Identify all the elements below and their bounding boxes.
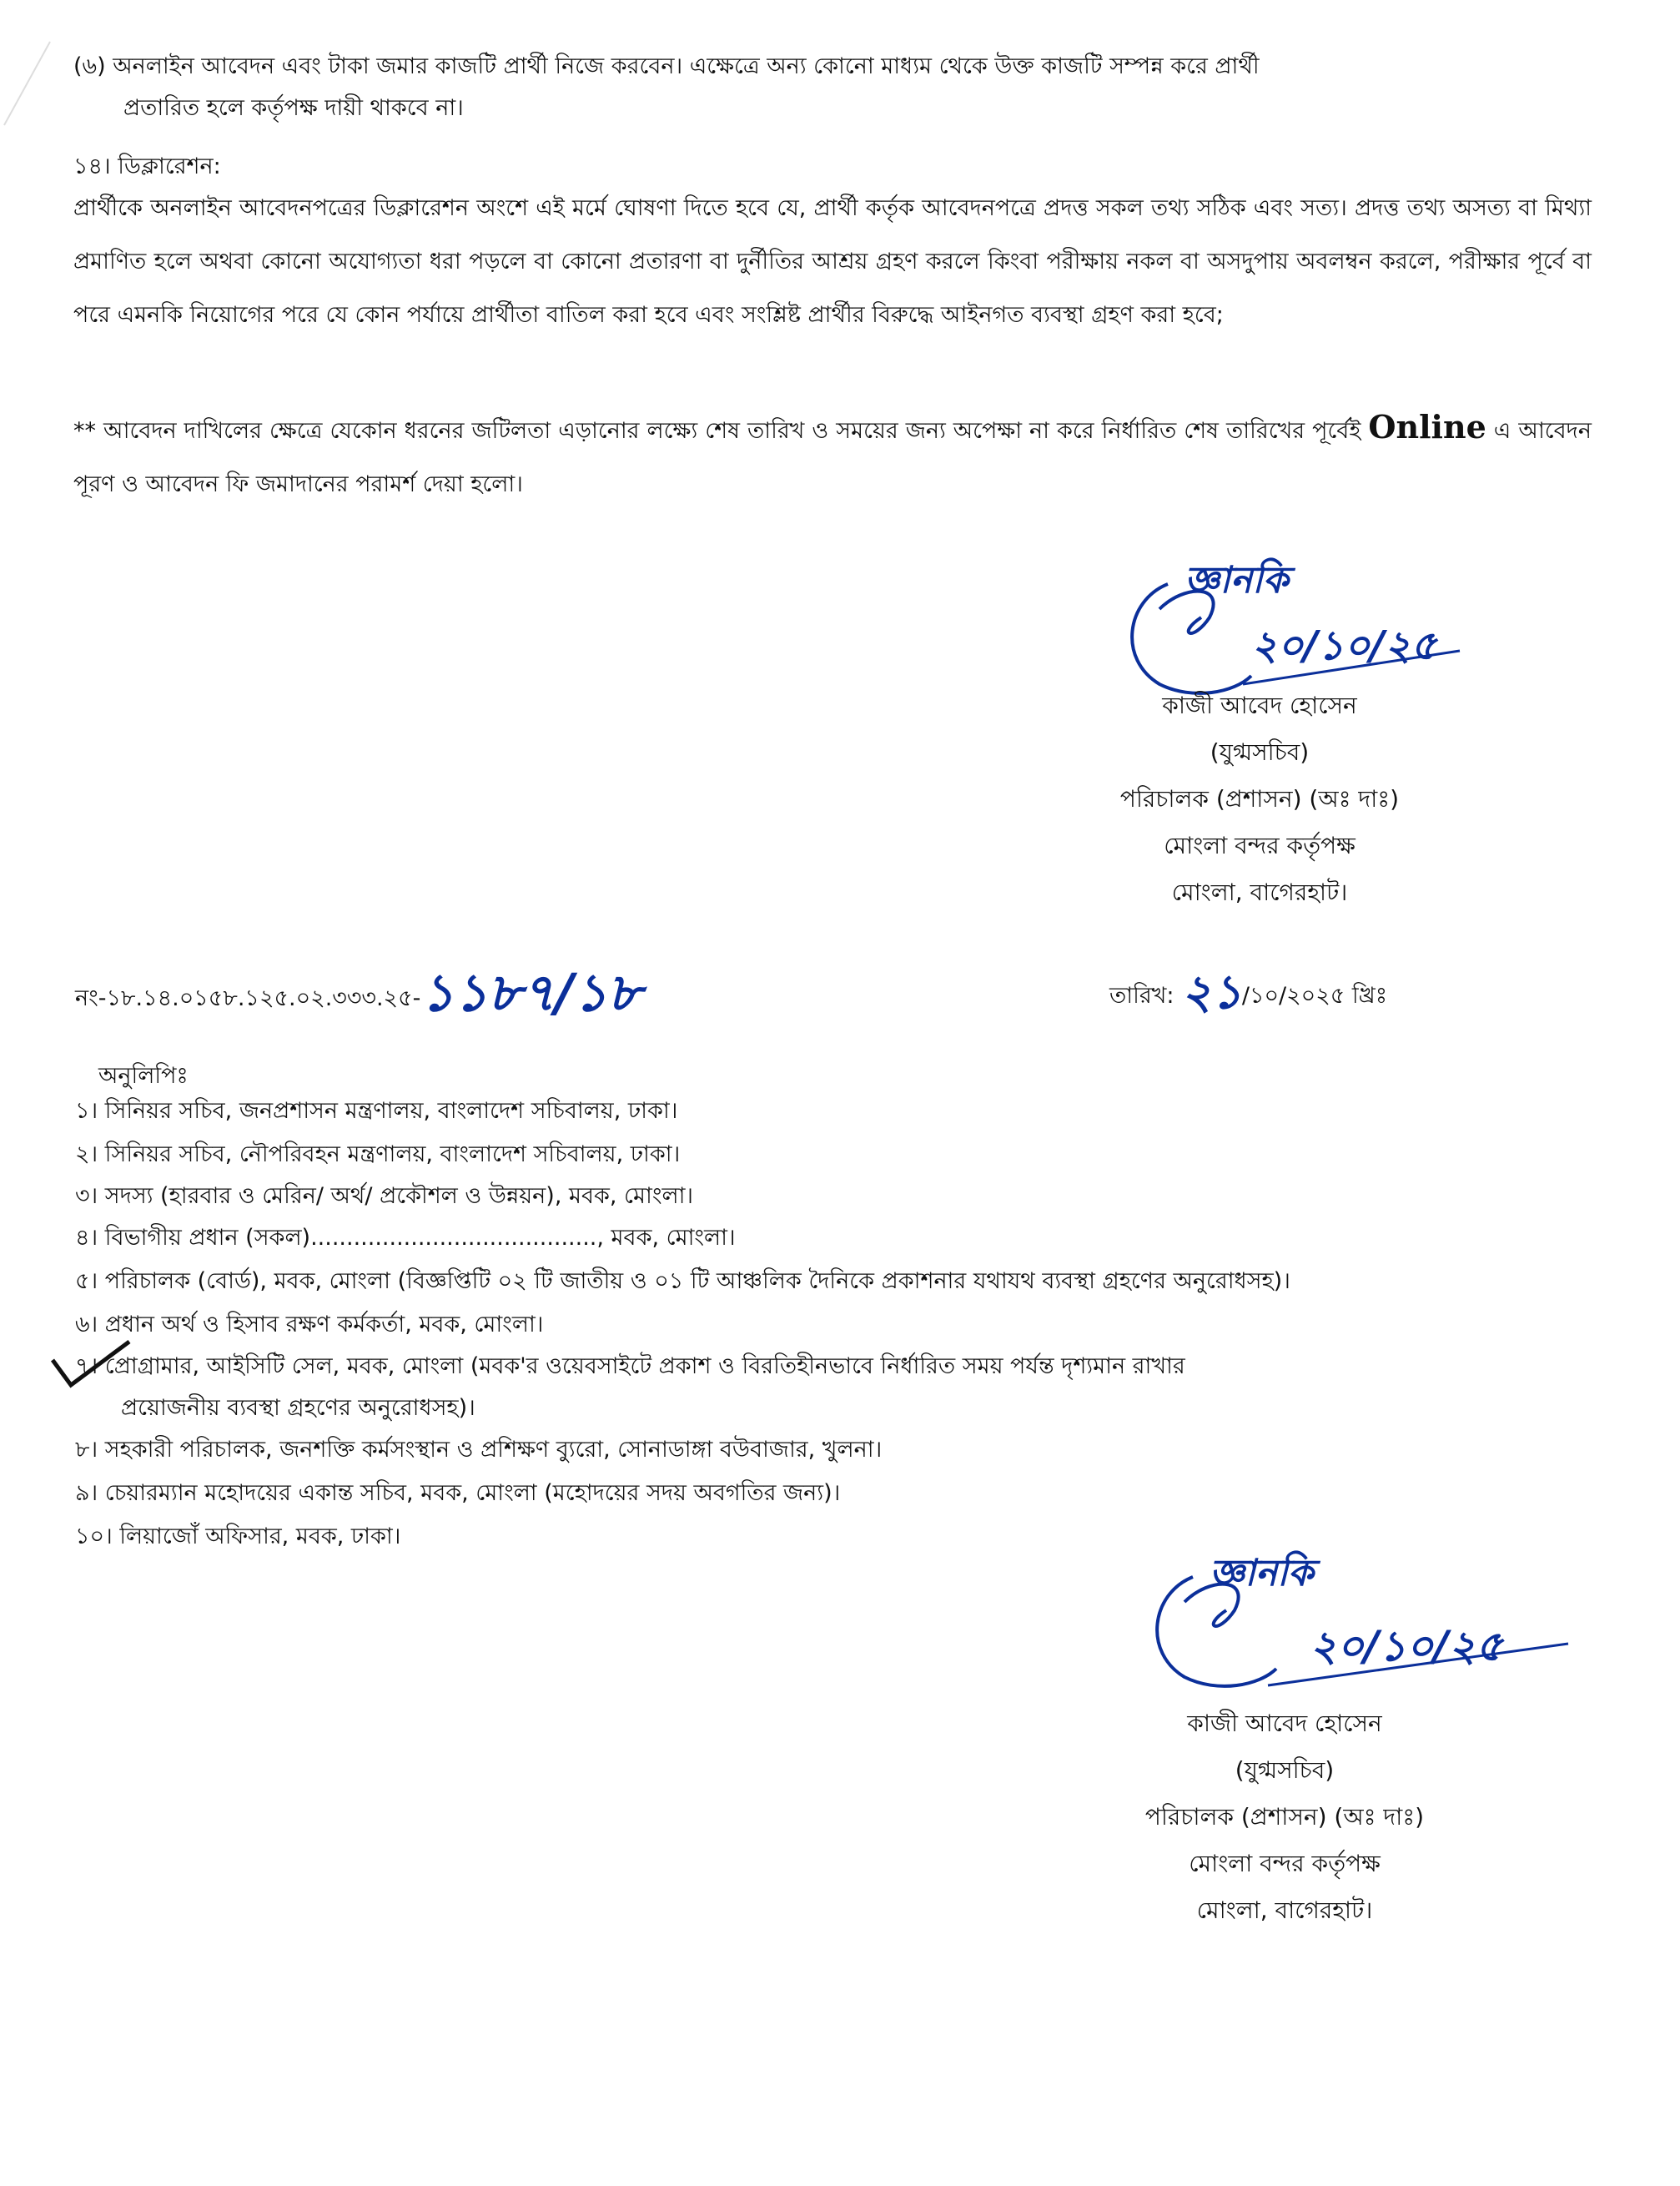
signatory-designation: পরিচালক (প্রশাসন) (অঃ দাঃ) [1144, 1803, 1425, 1831]
tick-mark [46, 1335, 138, 1393]
copies-heading: অনুলিপিঃ [98, 1063, 189, 1089]
online-advice [73, 400, 1592, 511]
copy-item: ৫। পরিচালক (বোর্ড), মবক, মোংলা (বিজ্ঞপ্তিটি ০২ টি জাতীয় ও ০১ টি আঞ্চলিক দৈনিকে প্রকাশনার যথাযথ ব্যবস্থা গ্রহণের অনুরোধসহ)। [75, 1268, 1290, 1294]
declaration-text: প্রার্থীকে অনলাইন আবেদনপত্রের ডিক্লারেশন অংশে এই মর্মে ঘোষণা দিতে হবে যে, প্রার্থী কর্তৃক আবেদনপত্রে প্রদত্ত সকল তথ্য সঠিক এবং সত্য। প্রদত্ত তথ্য অসত্য বা মিথ্যা প্রমাণিত হলে অথবা কোনো অযোগ্যতা ধরা পড়লে বা কোনো প্রতারণা বা দুর্নীতির আশ্রয় গ্রহণ করলে কিংবা পরীক্ষায় নকল বা অসদুপায় অবলম্বন করলে, পরীক্ষার পূর্বে বা পরে এমনকি নিয়োগের পরে যে কোন পর্যায়ে প্রার্থীতা বাতিল করা হবে এবং সংশ্লিষ্ট প্রার্থীর বিরুদ্ধে আইনগত ব্যবস্থা গ্রহণ করা হবে; [73, 195, 1592, 328]
signatory-name: কাজী আবেদ হোসেন [1162, 692, 1357, 719]
copy-item: ১০। লিয়াজোঁ অফিসার, মবক, ঢাকা। [75, 1524, 401, 1549]
copy-item-7-continuation: প্রয়োজনীয় ব্যবস্থা গ্রহণের অনুরোধসহ)। [121, 1395, 475, 1421]
advice-text-part1: ** আবেদন দাখিলের ক্ষেত্রে যেকোন ধরনের জটিলতা এড়ানোর লক্ষ্যে শেষ তারিখ ও সময়ের জন্য অপেক্ষা না করে নির্ধারিত শেষ তারিখের পূর্বেই [73, 418, 1369, 444]
memo-reference [75, 960, 641, 1026]
declaration-heading: ১৪। ডিক্লারেশন: [73, 154, 221, 179]
signatory-block-1 [1051, 682, 1468, 916]
memo-ref-prefix: নং-১৮.১৪.০১৫৮.১২৫.০২.৩৩৩.২৫- [75, 985, 421, 1011]
signatory-rank: (যুগ্মসচিব) [1235, 1756, 1335, 1784]
copy-item: ৮। সহকারী পরিচালক, জনশক্তি কর্মসংস্থান ও প্রশিক্ষণ ব্যুরো, সোনাডাঙ্গা বউবাজার, খুলনা। [75, 1437, 883, 1463]
copy-item: ২। সিনিয়র সচিব, নৌপরিবহন মন্ত্রণালয়, বাংলাদেশ সচিবালয়, ঢাকা। [75, 1141, 681, 1167]
signatory-location: মোংলা, বাগেরহাট। [1171, 879, 1348, 906]
memo-date [1109, 960, 1387, 1026]
signatory-location: মোংলা, বাগেরহাট। [1196, 1896, 1373, 1924]
advice-text-part2: এ আবেদন পূরণ ও আবেদন ফি জমাদানের পরামর্শ দেয়া হলো। [73, 418, 1592, 497]
signature-1-date: ২০/১০/২৫ [1251, 622, 1437, 669]
signatory-office: মোংলা বন্দর কর্তৃপক্ষ [1164, 832, 1356, 859]
copy-item: ৯। চেয়ারম্যান মহোদয়ের একান্ত সচিব, মবক, মোংলা (মহোদয়ের সদয় অবগতির জন্য)। [75, 1480, 841, 1506]
copy-item: ৭। প্রোগ্রামার, আইসিটি সেল, মবক, মোংলা (মবক'র ওয়েবসাইটে প্রকাশ ও বিরতিহীনভাবে নির্ধারিত সময় পর্যন্ত দৃশ্যমান রাখার [75, 1353, 1185, 1379]
memo-date-rest: /১০/২০২৫ খ্রিঃ [1241, 983, 1388, 1009]
signature-2-initials: জ্ঞানকি [1210, 1552, 1314, 1594]
signatory-name: কাজী আবেদ হোসেন [1187, 1710, 1382, 1737]
advice-online-word: Online [1368, 408, 1486, 446]
copy-item: ৪। বিভাগীয় প্রধান (সকল)........................................, মবক, মোংলা। [75, 1225, 736, 1251]
item6-line1: (৬) অনলাইন আবেদন এবং টাকা জমার কাজটি প্রার্থী নিজে করবেন। এক্ষেত্রে অন্য কোনো মাধ্যম থেকে উক্ত কাজটি সম্পন্ন করে প্রার্থী [73, 53, 1260, 79]
copy-item: ১। সিনিয়র সচিব, জনপ্রশাসন মন্ত্রণালয়, বাংলাদেশ সচিবালয়, ঢাকা। [75, 1098, 678, 1124]
signatory-designation: পরিচালক (প্রশাসন) (অঃ দাঃ) [1119, 785, 1400, 813]
signature-1-initials: জ্ঞানকি [1185, 559, 1289, 602]
signature-2 [1134, 1527, 1602, 1719]
item6-line2: প্রতারিত হলে কর্তৃপক্ষ দায়ী থাকবে না। [123, 95, 464, 121]
signatory-office: মোংলা বন্দর কর্তৃপক্ষ [1189, 1850, 1381, 1877]
signatory-block-2 [1076, 1700, 1493, 1934]
signature-2-date: ২০/১০/২৫ [1310, 1622, 1503, 1670]
copy-item: ৩। সদস্য (হারবার ও মেরিন/ অর্থ/ প্রকৌশল ও উন্নয়ন), মবক, মোংলা। [75, 1183, 694, 1209]
memo-date-label: তারিখ: [1109, 983, 1174, 1009]
copy-item: ৬। প্রধান অর্থ ও হিসাব রক্ষণ কর্মকর্তা, মবক, মোংলা। [75, 1312, 544, 1337]
memo-ref-handwritten: ১১৮৭/১৮ [420, 962, 641, 1023]
signatory-rank: (যুগ্মসচিব) [1210, 738, 1310, 766]
scan-edge-mark [0, 33, 67, 133]
memo-date-day: ২১ [1181, 965, 1242, 1020]
